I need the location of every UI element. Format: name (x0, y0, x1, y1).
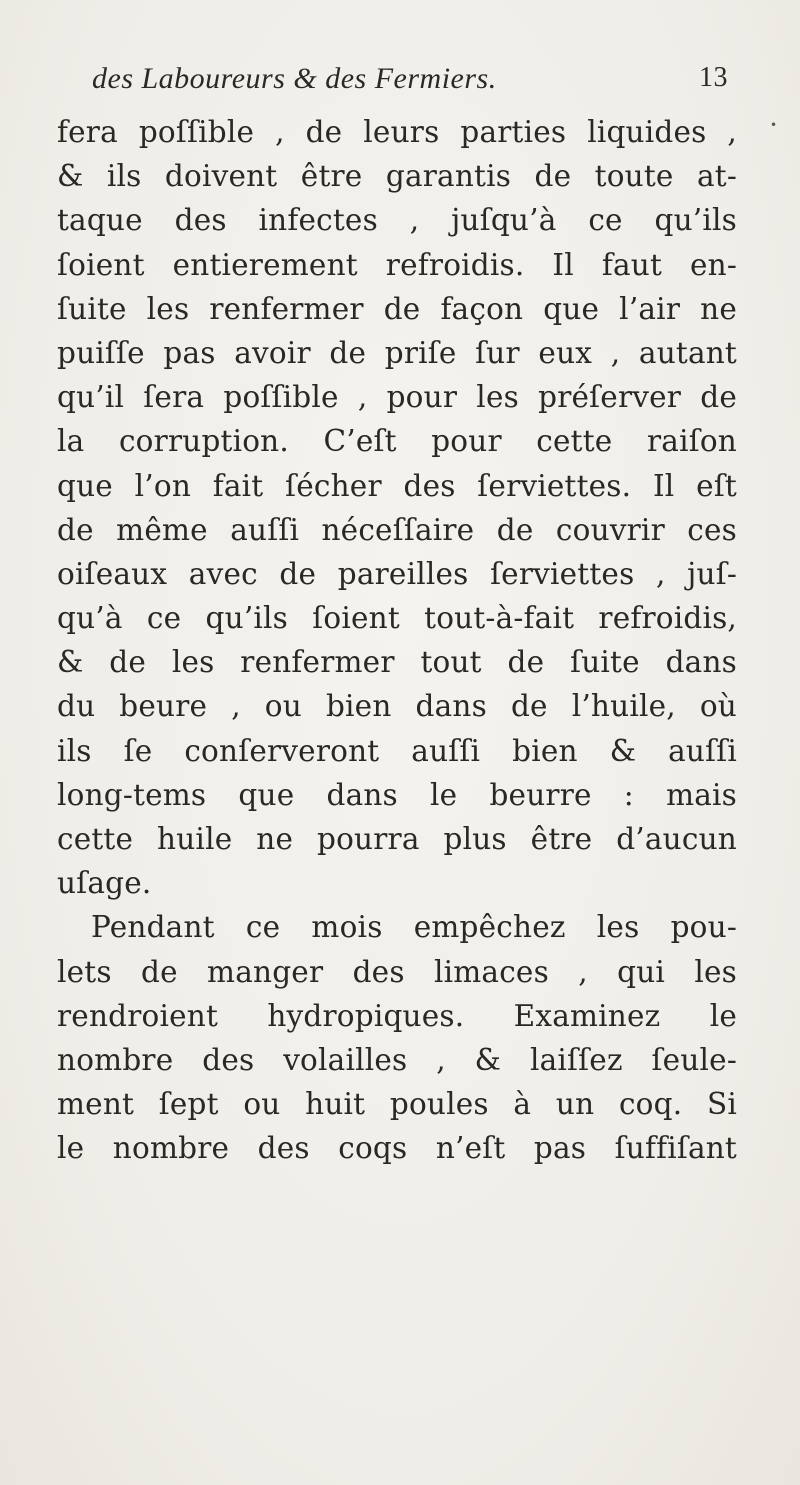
paragraph (57, 905, 737, 1170)
text-line: nombre des volailles , & laiſſez ſeule- (57, 1042, 737, 1077)
text-line: fera poſſible , de leurs parties liquides , (57, 115, 737, 149)
text-line: ſoient entierement refroidis. Il faut en- (57, 247, 737, 282)
text-line: & ils doivent être garantis de toute at- (57, 159, 737, 194)
text-line: long-tems que dans le beurre : mais (57, 777, 737, 812)
text-line: la corruption. C’eſt pour cette raiſon (57, 424, 737, 459)
text-line: lets de manger des limaces , qui les (57, 954, 737, 989)
text-line: rendroient hydropiques. Examinez le (57, 998, 737, 1033)
text-line: cette huile ne pourra plus être d’aucun (57, 822, 737, 856)
text-line: du beure , ou bien dans de l’huile, où (57, 689, 737, 724)
text-line: oiſeaux avec de pareilles ſerviettes , juſ- (57, 556, 737, 591)
text-line: taque des infectes , juſqu’à ce qu’ils (57, 203, 737, 238)
text-line: Pendant ce mois empêchez les pou- (91, 910, 737, 945)
text-line: qu’il ſera poſſible , pour les préſerver de (57, 380, 737, 415)
paragraph (57, 110, 737, 905)
text-line: ment ſept ou huit poules à un coq. Si (57, 1087, 737, 1122)
text-line: ſuite les renfermer de façon que l’air ne (57, 291, 737, 326)
text-line: ils ſe conſerveront auſſi bien & auſſi (57, 733, 737, 768)
running-head (88, 62, 728, 96)
text-line: puiſſe pas avoir de priſe ſur eux , autant (57, 335, 737, 370)
text-line: & de les renfermer tout de ſuite dans (57, 645, 737, 680)
text-line: qu’à ce qu’ils ſoient tout-à-fait refroidis, (57, 601, 737, 636)
margin-speck: • (770, 118, 778, 132)
text-line: le nombre des coqs n’eſt pas ſuffiſant (57, 1131, 737, 1166)
body-text (57, 110, 737, 1171)
text-line: de même auſſi néceſſaire de couvrir ces (57, 512, 737, 547)
text-line: uſage. (57, 866, 152, 901)
page-number: 13 (699, 62, 728, 93)
running-head-title: des Laboureurs & des Fermiers. (92, 62, 497, 95)
text-line: que l’on fait ſécher des ſerviettes. Il eſt (57, 468, 737, 503)
